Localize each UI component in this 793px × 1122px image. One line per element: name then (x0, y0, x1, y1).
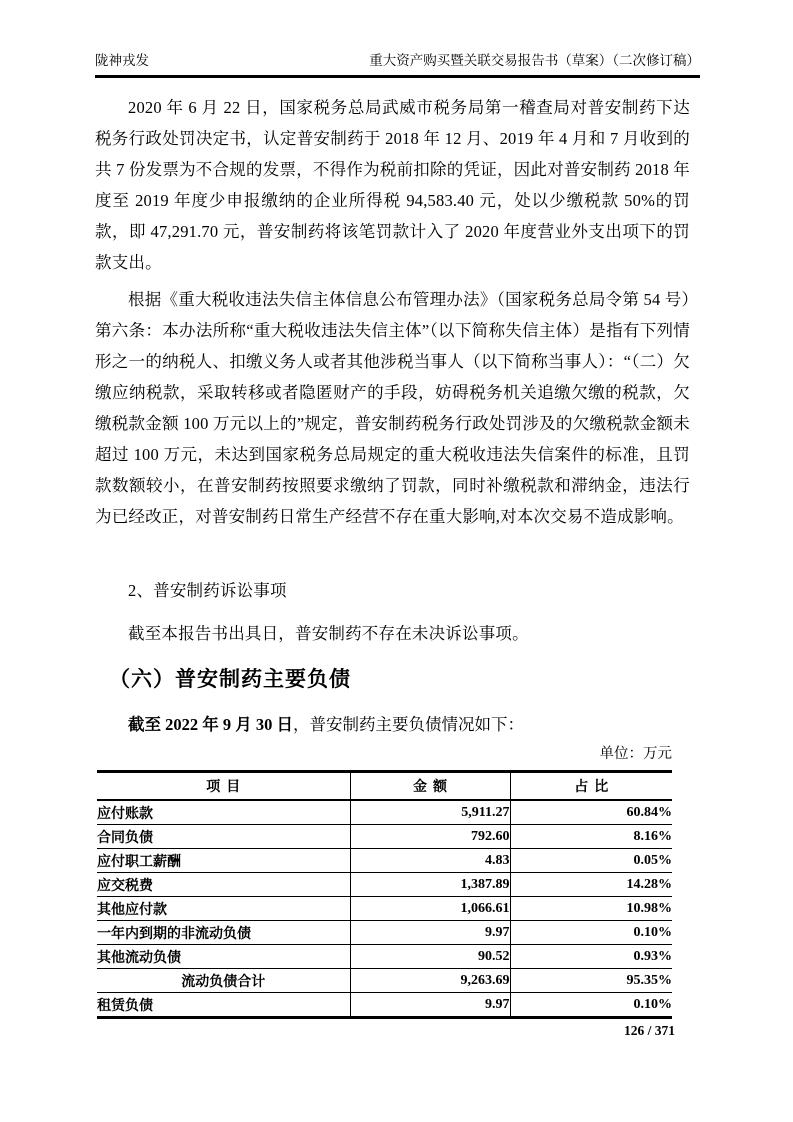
table-row (97, 897, 672, 921)
table-row (97, 825, 672, 849)
cell-amount: 90.52 (350, 945, 510, 969)
liabilities-table-body (97, 800, 672, 1018)
table-header-ratio: 占比 (510, 772, 672, 801)
header-rule (95, 75, 700, 78)
paragraph-tax-penalty: 2020 年 6 月 22 日，国家税务总局武威市税务局第一稽查局对普安制药下达税务行政处罚决定书，认定普安制药于 2018 年 12 月、2019 年 4 月和 7 月收到的共 7 份发票为不合规的发票，不得作为税前扣除的凭证，因此对普安制药 2018 年度至 2019 年度少申报缴纳的企业所得税 94,583.40 元，处以少缴税款 50%的罚款，即 47,291.70 元，普安制药将该笔罚款计入了 2020 年度营业外支出项下的罚款支出。 (95, 98, 690, 272)
cell-item: 其他应付款 (97, 897, 350, 921)
cell-ratio: 0.10% (510, 921, 672, 945)
intro-rest-text: ，普安制药主要负债情况如下： (293, 715, 524, 734)
cell-ratio: 95.35% (510, 969, 672, 993)
cell-amount: 792.60 (350, 825, 510, 849)
table-header-row (97, 772, 672, 801)
table-header-item: 项目 (97, 772, 350, 801)
cell-amount: 1,066.61 (350, 897, 510, 921)
cell-ratio: 0.05% (510, 849, 672, 873)
table-row (97, 873, 672, 897)
cell-amount: 4.83 (350, 849, 510, 873)
litigation-status-paragraph: 截至本报告书出具日，普安制药不存在未决诉讼事项。 (128, 624, 529, 643)
cell-ratio: 8.16% (510, 825, 672, 849)
cell-item: 流动负债合计 (97, 969, 350, 993)
cell-ratio: 10.98% (510, 897, 672, 921)
cell-item: 合同负债 (97, 825, 350, 849)
cell-amount: 9,263.69 (350, 969, 510, 993)
litigation-subheading: 2、普安制药诉讼事项 (128, 581, 287, 600)
cell-ratio: 0.10% (510, 993, 672, 1018)
table-intro-line (95, 709, 690, 740)
table-row (97, 921, 672, 945)
paragraph-regulation: 根据《重大税收违法失信主体信息公布管理办法》（国家税务总局令第 54 号）第六条：本办法所称“重大税收违法失信主体”（以下简称失信主体）是指有下列情形之一的纳税人、扣缴义务人或者其他涉税当事人（以下简称当事人）：“（二）欠缴应纳税款，采取转移或者隐匿财产的手段，妨碍税务机关追缴欠缴的税款，欠缴税款金额 100 万元以上的”规定，普安制药税务行政处罚涉及的欠缴税款金额未超过 100 万元，未达到国家税务总局规定的重大税收违法失信案件的标准，且罚款数额较小，在普安制药按照要求缴纳了罚款，同时补缴税款和滞纳金，违法行为已经改正，对普安制药日常生产经营不存在重大影响,对本次交易不造成影响。 (95, 290, 690, 526)
cell-amount: 5,911.27 (350, 800, 510, 825)
table-row (97, 945, 672, 969)
cell-ratio: 60.84% (510, 800, 672, 825)
table-row (97, 969, 672, 993)
unit-note: 单位：万元 (599, 746, 672, 762)
cell-item: 应付账款 (97, 800, 350, 825)
cell-amount: 1,387.89 (350, 873, 510, 897)
cell-item: 应付职工薪酬 (97, 849, 350, 873)
header-report-title: 重大资产购买暨关联交易报告书（草案）（二次修订稿） (369, 53, 700, 68)
cell-ratio: 14.28% (510, 873, 672, 897)
liabilities-table (97, 770, 672, 1019)
table-header-amount: 金额 (350, 772, 510, 801)
cell-item: 应交税费 (97, 873, 350, 897)
cell-item: 租赁负债 (97, 998, 153, 1014)
cell-amount: 9.97 (350, 921, 510, 945)
liabilities-table-container (97, 770, 672, 1019)
section-heading-main-liabilities: （六）普安制药主要负债 (109, 668, 351, 691)
cell-item: 其他流动负债 (97, 945, 350, 969)
table-row (97, 993, 672, 1018)
table-row (97, 800, 672, 825)
cell-ratio: 0.93% (510, 945, 672, 969)
cell-amount: 9.97 (350, 993, 510, 1018)
header-company-name: 陇神戎发 (95, 53, 149, 68)
cell-item: 一年内到期的非流动负债 (97, 921, 350, 945)
page-number: 126 / 371 (623, 1023, 675, 1038)
intro-date-bold: 截至 2022 年 9 月 30 日 (128, 715, 293, 734)
table-row (97, 849, 672, 873)
